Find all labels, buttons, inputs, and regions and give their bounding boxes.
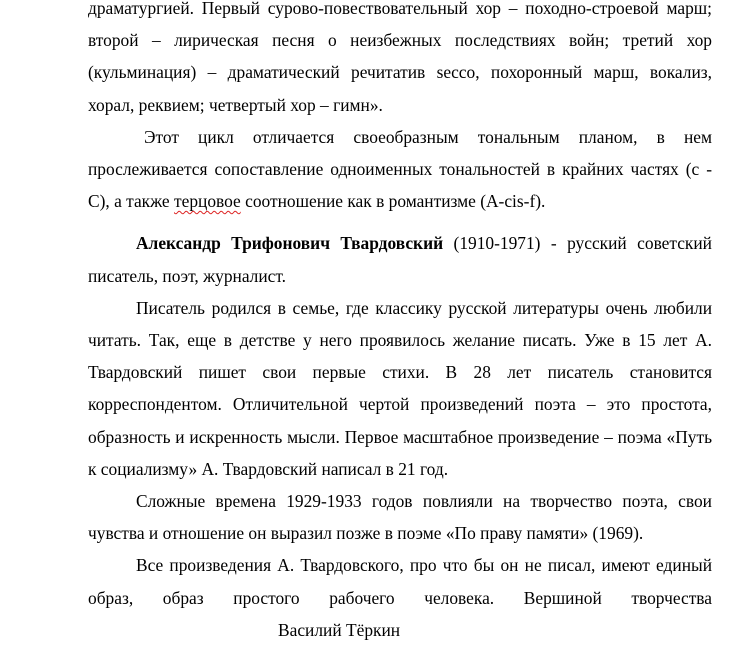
- paragraph-bio-heading: [88, 227, 712, 291]
- misspelled-word[interactable]: терцовое: [174, 191, 241, 212]
- paragraph-tonal-plan: [88, 121, 712, 218]
- clipped-line-text: Василий Тёркин: [278, 619, 401, 640]
- paragraph-tonal-text-after: соотношение как в романтизме (A-cis-f).: [240, 191, 546, 212]
- paragraph-choirs: драматургией. Первый сурово-повествовательный хор – походно-строевой марш; второй – лирическая песня о неизбежных последствиях войн; третий хор (кульминация) – драматический речитатив secco, похоронный марш, вокализ, хорал, реквием; четвертый хор – гимн».: [88, 0, 712, 115]
- paragraph-hard-times: Сложные времена 1929-1933 годов повлияли на творчество поэта, свои чувства и отношение он выразил позже в поэме «По праву памяти» (1969).: [88, 491, 712, 544]
- document-page: [88, 0, 712, 646]
- paragraph-works: [88, 549, 712, 646]
- paragraph-tonal-text-before: Этот цикл отличается своеобразным тональным планом, в нем прослеживается сопоставление одноименных тональностей в крайних частях (c - C), а также: [88, 126, 712, 212]
- author-name: Александр Трифонович Твардовский: [136, 233, 444, 254]
- author-dates-description: (1910-1971) - русский советский писатель, поэт, журналист.: [88, 233, 712, 286]
- paragraph-works-text: Все произведения А. Твардовского, про что бы он не писал, имеют единый образ, образ простого рабочего человека. Вершиной творчества: [88, 555, 712, 608]
- paragraph-childhood: Писатель родился в семье, где классику русской литературы очень любили читать. Так, еще в детстве у него проявилось желание писать. Уже в 15 лет А. Твардовский пишет свои первые стихи. В 28 лет писатель становится корреспондентом. Отличительной чертой произведений поэта – это простота, образность и искренность мысли. Первое масштабное произведение – поэма «Путь к социализму» А. Твардовский написал в 21 год.: [88, 297, 712, 479]
